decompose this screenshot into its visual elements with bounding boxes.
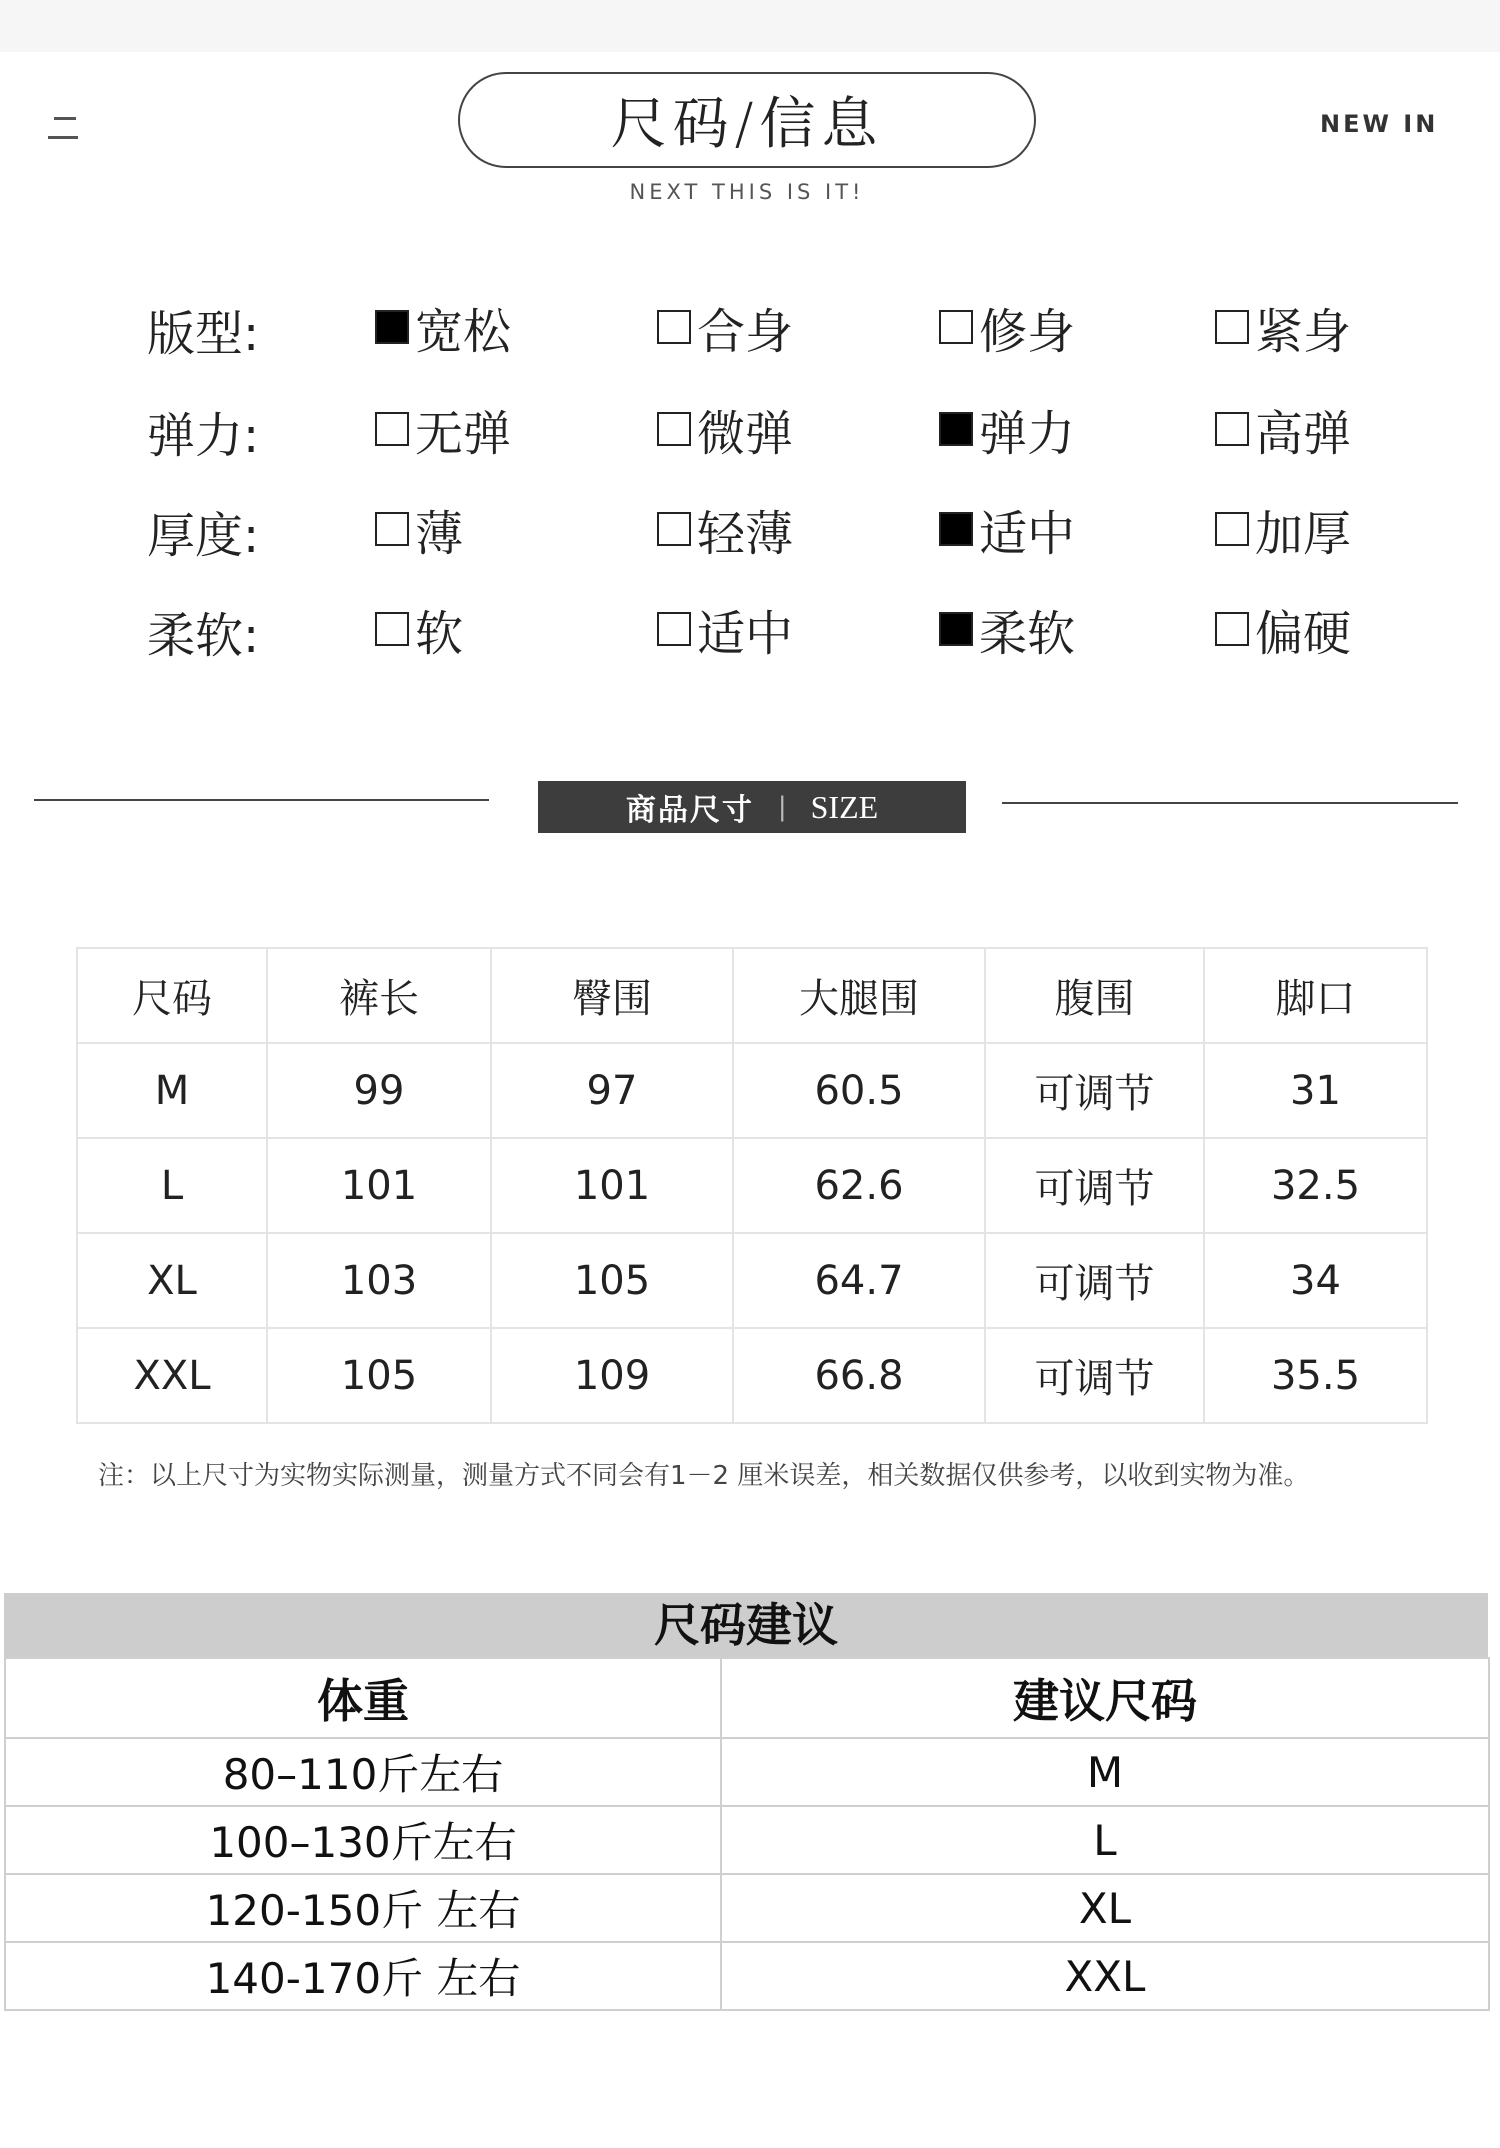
page-title: 尺码/信息 — [458, 72, 1036, 168]
table-row — [77, 1233, 1427, 1328]
table-cell: 99 — [267, 1043, 491, 1138]
table-cell: 109 — [491, 1328, 733, 1423]
table-header-cell: 大腿围 — [733, 948, 985, 1043]
recommendation-title: 尺码建议 — [4, 1593, 1488, 1657]
attr-option — [375, 497, 463, 561]
attr-row-softness — [0, 597, 1500, 664]
divider-left — [34, 799, 489, 801]
table-row — [77, 1043, 1427, 1138]
table-header-row — [77, 948, 1427, 1043]
table-header-row — [5, 1658, 1489, 1738]
attr-option-label: 加厚 — [1255, 505, 1352, 562]
top-strip — [0, 0, 1500, 52]
recommendation-table — [4, 1657, 1490, 2011]
attr-label: 柔软: — [147, 608, 260, 664]
attr-row-thickness — [0, 497, 1500, 564]
table-cell: L — [721, 1806, 1489, 1874]
attr-row-fit — [0, 295, 1500, 362]
attr-option-label: 适中 — [697, 605, 794, 662]
attr-option-label: 无弹 — [415, 405, 512, 462]
checkbox-icon — [1215, 512, 1249, 546]
table-cell: 32.5 — [1204, 1138, 1427, 1233]
attr-option — [375, 397, 511, 461]
attr-option-label: 紧身 — [1255, 303, 1352, 360]
table-header-cell: 建议尺码 — [721, 1658, 1489, 1738]
table-cell: 105 — [491, 1233, 733, 1328]
checkbox-icon — [1215, 310, 1249, 344]
attr-option — [939, 397, 1075, 461]
table-header-cell: 尺码 — [77, 948, 267, 1043]
size-section-bar — [538, 781, 966, 833]
checkbox-icon — [375, 512, 409, 546]
attr-option-label: 轻薄 — [697, 505, 794, 562]
page-subtitle: NEXT THIS IS IT! — [629, 180, 865, 204]
table-cell: XXL — [721, 1942, 1489, 2010]
attr-option — [939, 295, 1075, 359]
checkbox-icon — [657, 412, 691, 446]
table-row — [77, 1138, 1427, 1233]
size-bar-subtitle: SIZE — [810, 788, 879, 825]
table-cell: 可调节 — [985, 1043, 1204, 1138]
checkbox-icon — [939, 512, 973, 546]
attr-option — [1215, 497, 1351, 561]
attr-option — [1215, 295, 1351, 359]
table-cell: XXL — [77, 1328, 267, 1423]
size-bar-title: 商品尺寸 — [625, 793, 754, 828]
measurement-note: 注：以上尺寸为实物实际测量，测量方式不同会有1－2 厘米误差，相关数据仅供参考，以收到实物为准。 — [98, 1461, 1310, 1491]
table-cell: 120-150斤 左右 — [5, 1874, 721, 1942]
attr-option-label: 微弹 — [697, 405, 794, 462]
attr-option — [657, 295, 793, 359]
attr-option-label: 软 — [415, 605, 464, 662]
table-header-cell: 裤长 — [267, 948, 491, 1043]
table-cell: 101 — [267, 1138, 491, 1233]
attr-option — [1215, 397, 1351, 461]
table-row — [5, 1874, 1489, 1942]
checkbox-icon — [375, 412, 409, 446]
attr-option — [657, 597, 793, 661]
table-cell: XL — [77, 1233, 267, 1328]
checkbox-icon — [939, 412, 973, 446]
checkbox-icon — [657, 512, 691, 546]
attr-option-label: 宽松 — [415, 303, 512, 360]
attr-option — [375, 295, 511, 359]
table-cell: 62.6 — [733, 1138, 985, 1233]
divider-right — [1002, 802, 1458, 804]
table-cell: 103 — [267, 1233, 491, 1328]
attr-option — [939, 497, 1075, 561]
table-cell: XL — [721, 1874, 1489, 1942]
menu-icon[interactable] — [48, 112, 78, 142]
checkbox-icon — [375, 310, 409, 344]
attr-row-elasticity — [0, 397, 1500, 464]
attr-label: 弹力: — [147, 408, 260, 464]
table-cell: 64.7 — [733, 1233, 985, 1328]
attr-option-label: 偏硬 — [1255, 605, 1352, 662]
table-cell: 60.5 — [733, 1043, 985, 1138]
checkbox-icon — [657, 310, 691, 344]
size-table — [76, 947, 1428, 1424]
table-cell: L — [77, 1138, 267, 1233]
table-header-cell: 脚口 — [1204, 948, 1427, 1043]
table-cell: 105 — [267, 1328, 491, 1423]
attr-option-label: 高弹 — [1255, 405, 1352, 462]
table-header-cell: 体重 — [5, 1658, 721, 1738]
attr-option-label: 薄 — [415, 505, 464, 562]
table-cell: M — [721, 1738, 1489, 1806]
attr-option-label: 弹力 — [979, 405, 1076, 462]
checkbox-icon — [1215, 412, 1249, 446]
attr-option — [1215, 597, 1351, 661]
table-row — [5, 1738, 1489, 1806]
attr-option-label: 修身 — [979, 303, 1076, 360]
table-cell: 66.8 — [733, 1328, 985, 1423]
table-row — [77, 1328, 1427, 1423]
checkbox-icon — [657, 612, 691, 646]
table-cell: 101 — [491, 1138, 733, 1233]
attr-option-label: 合身 — [697, 303, 794, 360]
attr-label: 版型: — [147, 306, 260, 362]
table-cell: 31 — [1204, 1043, 1427, 1138]
table-header-cell: 腹围 — [985, 948, 1204, 1043]
attr-option — [939, 597, 1075, 661]
table-cell: 100–130斤左右 — [5, 1806, 721, 1874]
table-cell: 可调节 — [985, 1328, 1204, 1423]
checkbox-icon — [1215, 612, 1249, 646]
attr-option-label: 柔软 — [979, 605, 1076, 662]
table-cell: 80–110斤左右 — [5, 1738, 721, 1806]
table-cell: 97 — [491, 1043, 733, 1138]
checkbox-icon — [375, 612, 409, 646]
size-recommendation — [4, 1593, 1488, 2011]
attr-option — [375, 597, 463, 661]
table-row — [5, 1806, 1489, 1874]
table-cell: 35.5 — [1204, 1328, 1427, 1423]
size-bar-separator: | — [777, 792, 787, 822]
checkbox-icon — [939, 310, 973, 344]
table-cell: M — [77, 1043, 267, 1138]
checkbox-icon — [939, 612, 973, 646]
table-row — [5, 1942, 1489, 2010]
new-in-link[interactable]: NEW IN — [1320, 110, 1439, 138]
table-header-cell: 臀围 — [491, 948, 733, 1043]
attr-label: 厚度: — [147, 508, 260, 564]
attr-option — [657, 497, 793, 561]
attr-option — [657, 397, 793, 461]
table-cell: 34 — [1204, 1233, 1427, 1328]
attr-option-label: 适中 — [979, 505, 1076, 562]
table-cell: 可调节 — [985, 1233, 1204, 1328]
table-cell: 可调节 — [985, 1138, 1204, 1233]
table-cell: 140-170斤 左右 — [5, 1942, 721, 2010]
